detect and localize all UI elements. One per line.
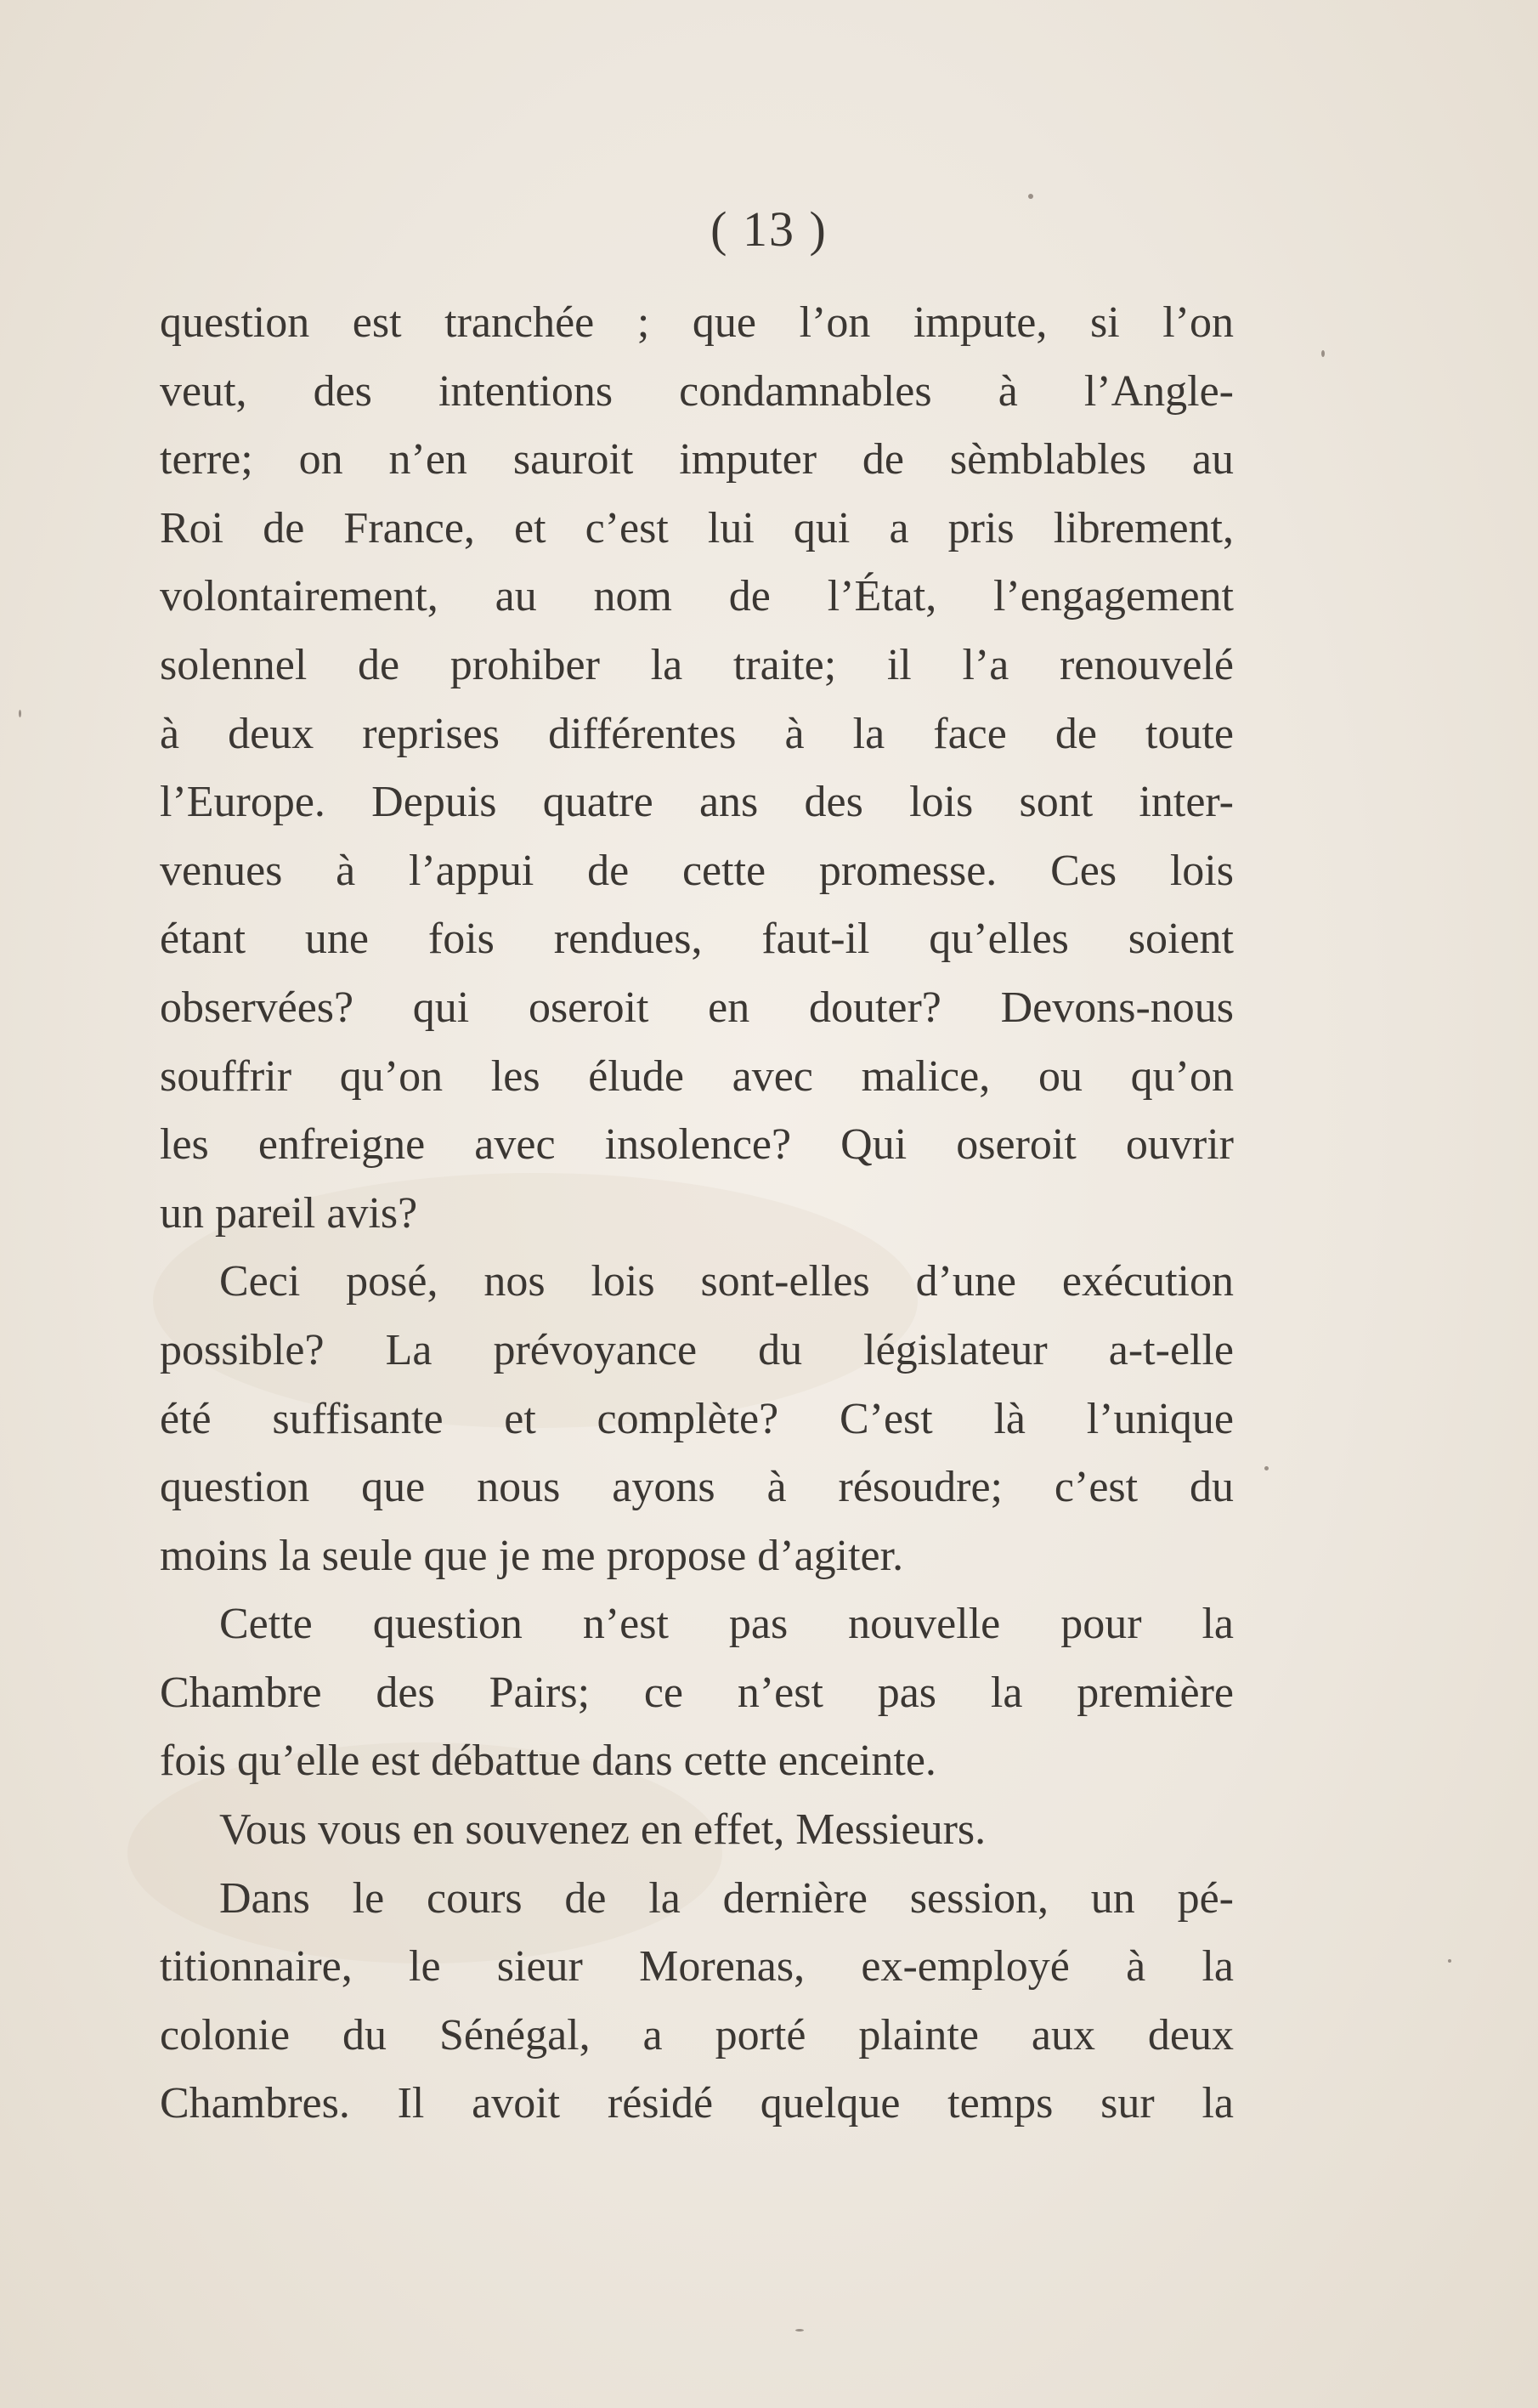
text-line: volontairement, au nom de l’État, l’engagement xyxy=(160,572,1234,621)
text-line: les enfreigne avec insolence? Qui oseroit ouvrir xyxy=(160,1120,1234,1170)
text-line: question que nous ayons à résoudre; c’est du xyxy=(160,1463,1234,1512)
text-line: solennel de prohiber la traite; il l’a renouvelé xyxy=(160,640,1234,689)
text-line: souffrir qu’on les élude avec malice, ou qu’on xyxy=(160,1051,1234,1101)
text-line: un pareil avis? xyxy=(160,1188,418,1238)
text-line: Chambres. Il avoit résidé quelque temps sur la xyxy=(160,2079,1234,2128)
text-line: Roi de France, et c’est lui qui a pris librement, xyxy=(160,503,1234,552)
text-line: l’Europe. Depuis quatre ans des lois sont inter- xyxy=(160,778,1234,827)
text-line: été suffisante et complète? C’est là l’unique xyxy=(160,1394,1234,1443)
text-line: Vous vous en souvenez en effet, Messieurs. xyxy=(219,1805,987,1855)
text-line: question est tranchée ; que l’on impute, si l’on xyxy=(160,298,1234,347)
text-line: à deux reprises différentes à la face de toute xyxy=(160,709,1234,758)
body-text xyxy=(160,289,1234,2139)
text-line: colonie du Sénégal, a porté plainte aux deux xyxy=(160,2010,1234,2060)
text-line: moins la seule que je me propose d’agiter. xyxy=(160,1531,904,1580)
text-line: Ceci posé, nos lois sont-elles d’une exécution xyxy=(219,1257,1234,1306)
text-line: Cette question n’est pas nouvelle pour la xyxy=(219,1600,1234,1649)
text-line: fois qu’elle est débattue dans cette enceinte. xyxy=(160,1737,936,1786)
text-line: observées? qui oseroit en douter? Devons-nous xyxy=(160,983,1234,1032)
text-line: étant une fois rendues, faut-il qu’elles soient xyxy=(160,915,1234,964)
text-line: possible? La prévoyance du législateur a-t-elle xyxy=(160,1325,1234,1374)
text-line: terre; on n’en sauroit imputer de sèmblables au xyxy=(160,435,1234,484)
text-line: titionnaire, le sieur Morenas, ex-employé à la xyxy=(160,1942,1234,1992)
text-line: Chambre des Pairs; ce n’est pas la première xyxy=(160,1668,1234,1717)
text-line: Dans le cours de la dernière session, un pé- xyxy=(219,1873,1234,1923)
text-line: venues à l’appui de cette promesse. Ces lois xyxy=(160,846,1234,895)
text-line: veut, des intentions condamnables à l’Angle- xyxy=(160,366,1234,416)
page-number: ( 13 ) xyxy=(710,201,828,257)
